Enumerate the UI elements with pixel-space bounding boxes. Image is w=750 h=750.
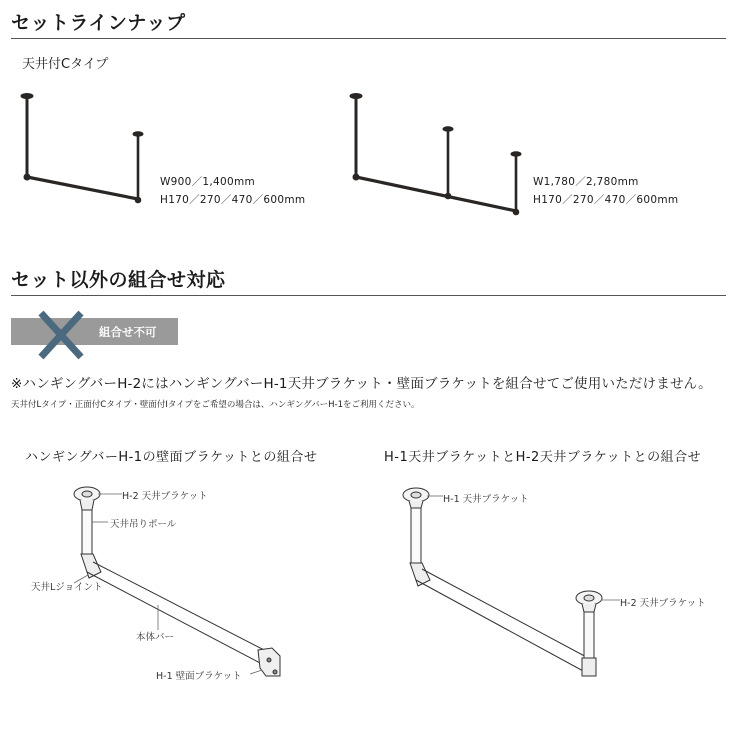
diagram-left-caption: ハンギングバーH-1の壁面ブラケットとの組合せ xyxy=(25,450,318,465)
notice-text: ※ハンギングバーH-2にはハンギングバーH-1天井ブラケット・壁面ブラケットを組合せてご使用いただけません。 xyxy=(11,376,712,392)
label-main-bar: 本体バー xyxy=(136,632,175,643)
diagram-right-caption: H-1天井ブラケットとH-2天井ブラケットとの組合せ xyxy=(384,450,702,465)
product-b-height: H170／270／470／600mm xyxy=(533,194,679,206)
label-h1-wall-bracket: H-1 壁面ブラケット xyxy=(156,671,242,682)
label-h1-ceiling-bracket: H-1 天井ブラケット xyxy=(443,494,529,505)
label-ceiling-pole: 天井吊りポール xyxy=(110,519,177,530)
section-title-lineup: セットラインナップ xyxy=(11,12,186,34)
label-l-joint: 天井Lジョイント xyxy=(31,582,103,593)
section-title-combinations: セット以外の組合せ対応 xyxy=(11,269,226,291)
label-h2-ceiling-bracket-right: H-2 天井ブラケット xyxy=(620,598,706,609)
subtitle-type: 天井付Cタイプ xyxy=(22,57,109,72)
label-h2-ceiling-bracket: H-2 天井ブラケット xyxy=(122,491,208,502)
badge-label: 組合せ不可 xyxy=(99,325,157,339)
product-b-width: W1,780／2,780mm xyxy=(533,176,639,188)
product-a-height: H170／270／470／600mm xyxy=(160,194,306,206)
product-a-width: W900／1,400mm xyxy=(160,176,256,188)
notice-small-text: 天井付Lタイプ・正面付Cタイプ・壁面付Iタイプをご希望の場合は、ハンギングバーH-1をご利用ください。 xyxy=(11,400,420,410)
